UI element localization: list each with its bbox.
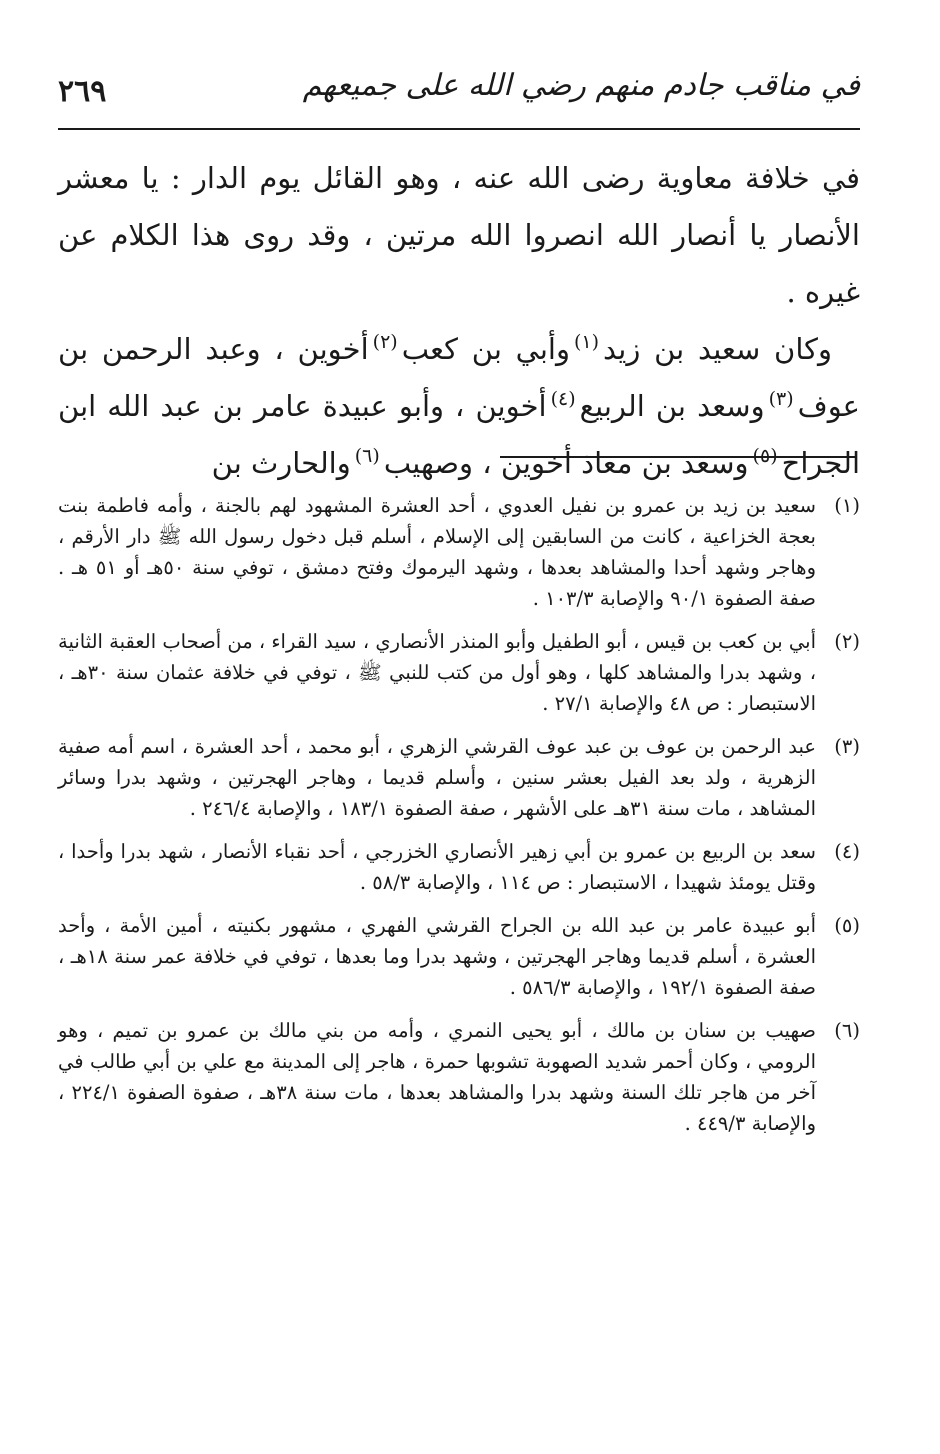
footnote-1 <box>58 490 860 614</box>
page-number: ٢٦٩ <box>58 74 107 109</box>
footnote-number: (٥) <box>834 914 860 937</box>
text-segment: والحارث بن <box>211 446 351 480</box>
footnote-number: (٤) <box>834 840 860 863</box>
footnote-text: سعد بن الربيع بن عمرو بن أبي زهير الأنصاري الخزرجي ، أحد نقباء الأنصار ، شهد بدرا وأحدا ، وقتل يومئذ شهيدا ، الاستبصار : ص ١١٤ ، والإصابة ٥٨/٣ . <box>58 840 816 894</box>
paragraph-1: في خلافة معاوية رضى الله عنه ، وهو القائل يوم الدار : يا معشر الأنصار يا أنصار الله انصروا الله مرتين ، وقد روى هذا الكلام عن غيره . <box>58 161 860 309</box>
text-segment: وسعد بن معاذ أخوين ، وصهيب <box>383 446 749 480</box>
text-segment: وكان سعيد بن زيد <box>603 332 832 366</box>
footnote-number: (١) <box>834 494 860 517</box>
footnote-text: عبد الرحمن بن عوف بن عبد عوف القرشي الزهري ، أبو محمد ، أحد العشرة ، اسم أمه صفية الزهرية ، ولد بعد الفيل بعشر سنين ، وأسلم قديما ، وهاجر الهجرتين ، وشهد بدرا وسائر المشاهد ، مات سنة ٣١هـ على الأشهر ، صفة الصفوة ١٨٣/١ ، والإصابة ٢٤٦/٤ . <box>58 735 816 820</box>
text-segment: وأبي بن كعب <box>401 332 570 366</box>
footnote-5 <box>58 910 860 1003</box>
main-text <box>58 150 860 492</box>
footnote-ref-2: (٢) <box>372 331 398 354</box>
footnote-ref-6: (٦) <box>354 445 380 468</box>
text-segment: أخوين ، وأبو عبيدة عامر بن عبد الله ابن الجراح <box>58 389 860 480</box>
footnote-number: (٣) <box>834 735 860 758</box>
footnote-text: أبي بن كعب بن قيس ، أبو الطفيل وأبو المنذر الأنصاري ، سيد القراء ، من أصحاب العقبة الثانية ، وشهد بدرا والمشاهد كلها ، وهو أول من كتب للنبي ﷺ ، توفي في خلافة عثمان سنة ٣٠هـ ، الاستبصار : ص ٤٨ والإصابة ٢٧/١ . <box>58 630 816 715</box>
footnote-number: (٦) <box>834 1019 860 1042</box>
footnote-text: أبو عبيدة عامر بن عبد الله بن الجراح القرشي الفهري ، مشهور بكنيته ، أمين الأمة ، وأحد العشرة ، أسلم قديما وهاجر الهجرتين ، وشهد بدرا وما بعدها ، توفي في خلافة عمر سنة ١٨هـ ، صفة الصفوة ١٩٢/١ ، والإصابة ٥٨٦/٣ . <box>58 914 816 999</box>
footnote-text: سعيد بن زيد بن عمرو بن نفيل العدوي ، أحد العشرة المشهود لهم بالجنة ، وأمه فاطمة بنت بعجة الخزاعية ، كانت من السابقين إلى الإسلام ، أسلم قبل دخول رسول الله ﷺ دار الأرقم ، وهاجر وشهد أحدا والمشاهد بعدها ، وشهد اليرموك وفتح دمشق ، توفي سنة ٥٠هـ أو ٥١ هـ . صفة الصفوة ٩٠/١ والإصابة ١٠٣/٣ . <box>58 494 816 610</box>
paragraph-2 <box>58 321 860 492</box>
text-segment: وسعد بن الربيع <box>579 389 765 423</box>
footnote-ref-1: (١) <box>573 331 600 354</box>
footnote-3 <box>58 731 860 824</box>
running-title: في مناقب جادم منهم رضي الله على جميعهم <box>302 68 860 103</box>
footnote-separator <box>500 456 856 458</box>
footnote-ref-3: (٣) <box>768 388 794 411</box>
footnote-6 <box>58 1015 860 1139</box>
text-segment: أخوين ، وعبد الرحمن بن عوف <box>58 332 860 423</box>
footnote-2 <box>58 626 860 719</box>
page-header <box>58 62 860 130</box>
footnote-text: صهيب بن سنان بن مالك ، أبو يحيى النمري ، وأمه من بني مالك بن عمرو بن تميم ، وهو الرومي ، وكان أحمر شديد الصهوبة تشوبها حمرة ، هاجر إلى المدينة مع علي بن أبي طالب في آخر من هاجر تلك السنة وشهد بدرا والمشاهد بعدها ، مات سنة ٣٨هـ ، صفوة الصفوة ٢٢٤/١ ، والإصابة ٤٤٩/٣ . <box>58 1019 816 1135</box>
footnote-ref-5: (٥) <box>752 445 778 468</box>
footnote-4 <box>58 836 860 898</box>
footnote-number: (٢) <box>834 630 860 653</box>
footnote-ref-4: (٤) <box>550 388 576 411</box>
footnotes <box>58 490 860 1151</box>
